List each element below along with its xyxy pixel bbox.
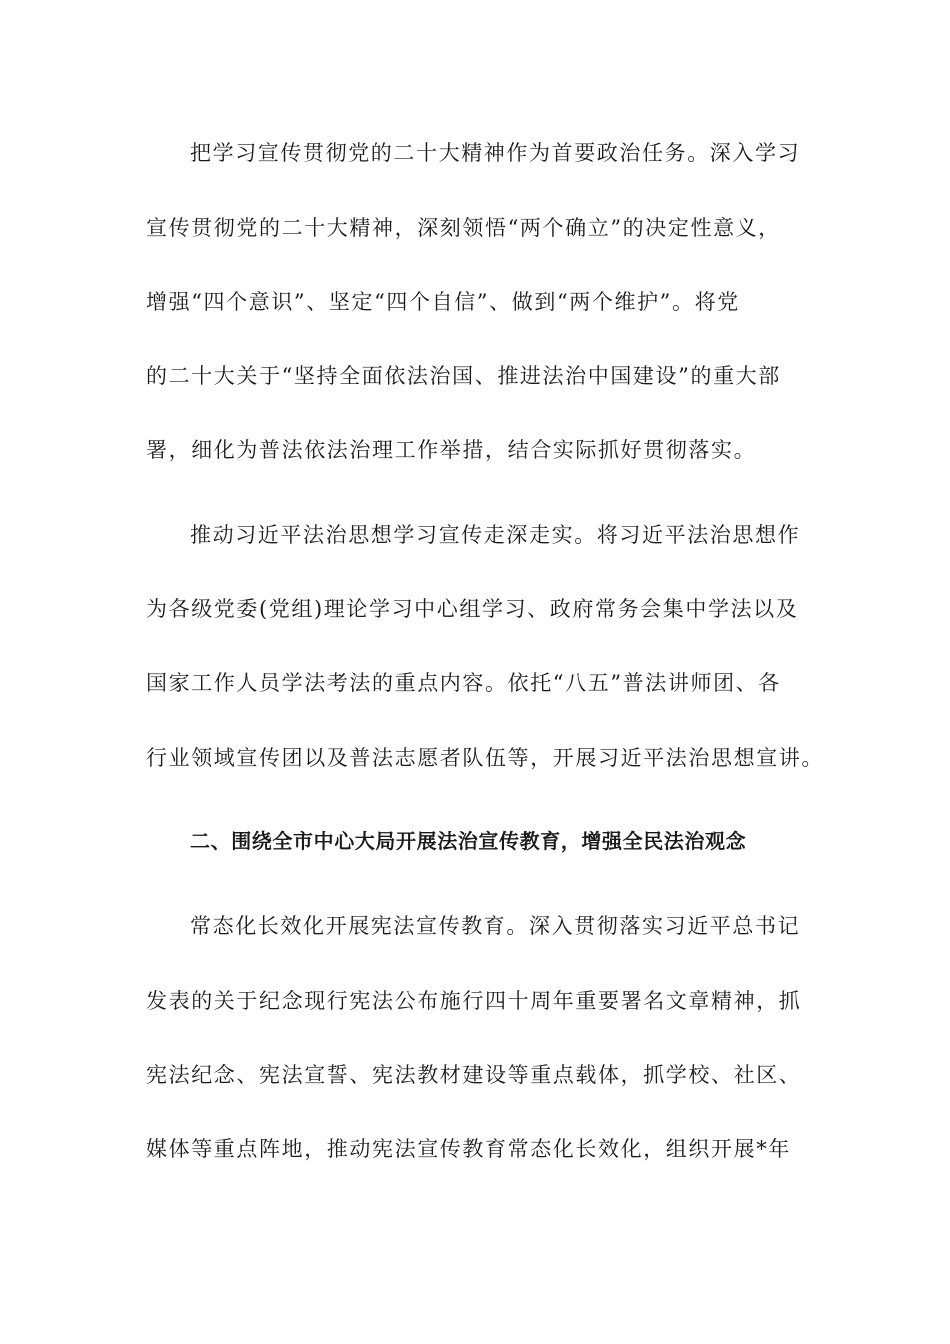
paragraph-1-line-1: 把学习宣传贯彻党的二十大精神作为首要政治任务。深入学习 <box>190 141 801 165</box>
paragraph-2-line-3: 国家工作人员学法考法的重点内容。依托“八五”普法讲师团、各 <box>146 671 781 695</box>
paragraph-1-line-3: 增强“四个意识”、坚定“四个自信”、做到“两个维护”。将党 <box>146 290 740 314</box>
paragraph-3-line-2: 发表的关于纪念现行宪法公布施行四十周年重要署名文章精神，抓 <box>146 989 802 1013</box>
paragraph-3-line-3: 宪法纪念、宪法宣誓、宪法教材建设等重点载体，抓学校、社区、 <box>146 1063 802 1087</box>
paragraph-1-line-4: 的二十大关于“坚持全面依法治国、推进法治中国建设”的重大部 <box>146 364 781 388</box>
paragraph-1-line-2: 宣传贯彻党的二十大精神，深刻领悟“两个确立”的决定性意义， <box>146 216 781 240</box>
paragraph-1-line-5: 署，细化为普法依法治理工作举措，结合实际抓好贯彻落实。 <box>146 438 757 462</box>
paragraph-2-line-4: 行业领域宣传团以及普法志愿者队伍等，开展习近平法治思想宣讲。 <box>146 746 824 770</box>
paragraph-3-line-4: 媒体等重点阵地，推动宪法宣传教育常态化长效化，组织开展*年 <box>146 1137 791 1161</box>
paragraph-2-line-2: 为各级党委(党组)理论学习中心组学习、政府常务会集中学法以及 <box>146 597 799 621</box>
paragraph-2-line-1: 推动习近平法治思想学习宣传走深走实。将习近平法治思想作 <box>190 523 801 547</box>
section-heading: 二、围绕全市中心大局开展法治宣传教育，增强全民法治观念 <box>190 829 747 853</box>
paragraph-3-line-1: 常态化长效化开展宪法宣传教育。深入贯彻落实习近平总书记 <box>190 914 801 938</box>
